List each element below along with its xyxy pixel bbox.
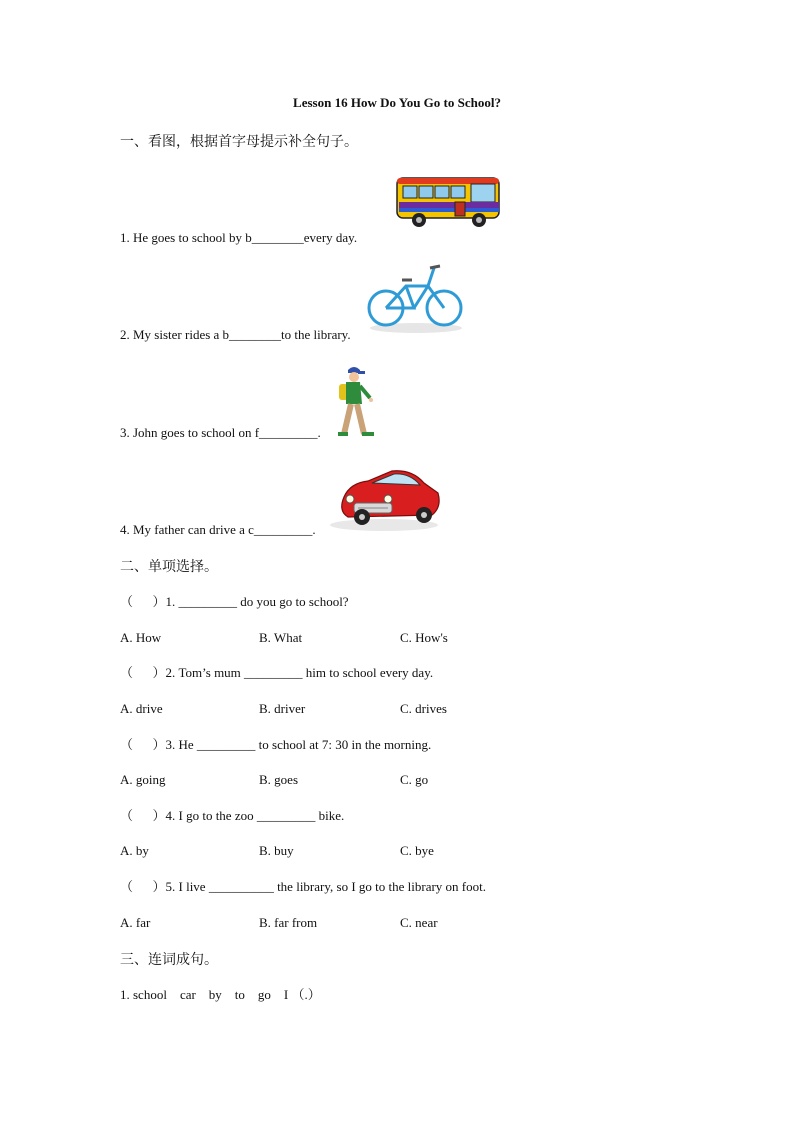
question-5-option-b: B. far from [259, 915, 318, 930]
question-2-option-b: B. driver [259, 701, 306, 716]
section3-heading: 三、连词成句。 [120, 952, 218, 968]
question-1-option-c: C. How's [400, 630, 448, 645]
question-1-stem: （ ）1. _________ do you go to school? [120, 594, 349, 609]
question-3-option-c: C. go [400, 772, 429, 787]
question-4-stem: （ ）4. I go to the zoo _________ bike. [120, 808, 345, 823]
walking-boy-icon [334, 364, 378, 440]
question-4-option-a: A. by [120, 843, 149, 858]
car-icon [328, 463, 444, 533]
question-3-option-a: A. going [120, 772, 166, 787]
question-1-option-b: B. What [259, 630, 303, 645]
question-2-option-c: C. drives [400, 701, 447, 716]
question-5-stem: （ ）5. I live __________ the library, so I go to the library on foot. [120, 879, 486, 894]
fill-sentence-2: 2. My sister rides a b________to the library. [120, 327, 351, 342]
section1-heading: 一、看图，根据首字母提示补全句子。 [120, 134, 358, 150]
fill-sentence-3: 3. John goes to school on f_________. [120, 425, 321, 440]
section2-heading: 二、单项选择。 [120, 559, 218, 575]
question-4-option-c: C. bye [400, 843, 434, 858]
question-3-stem: （ ）3. He _________ to school at 7: 30 in the morning. [120, 737, 432, 752]
question-4-option-b: B. buy [259, 843, 294, 858]
question-1-option-a: A. How [120, 630, 162, 645]
question-3-option-b: B. goes [259, 772, 298, 787]
word-order-item-1: 1. school car by to go I （.） [120, 987, 321, 1002]
question-2-stem: （ ）2. Tom’s mum _________ him to school every day. [120, 665, 434, 680]
bus-icon [395, 172, 503, 232]
bicycle-icon [366, 262, 464, 336]
question-2-option-a: A. drive [120, 701, 163, 716]
page-title: Lesson 16 How Do You Go to School? [293, 95, 501, 110]
fill-sentence-1: 1. He goes to school by b________every day. [120, 230, 358, 245]
question-5-option-c: C. near [400, 915, 438, 930]
question-5-option-a: A. far [120, 915, 151, 930]
fill-sentence-4: 4. My father can drive a c_________. [120, 522, 316, 537]
